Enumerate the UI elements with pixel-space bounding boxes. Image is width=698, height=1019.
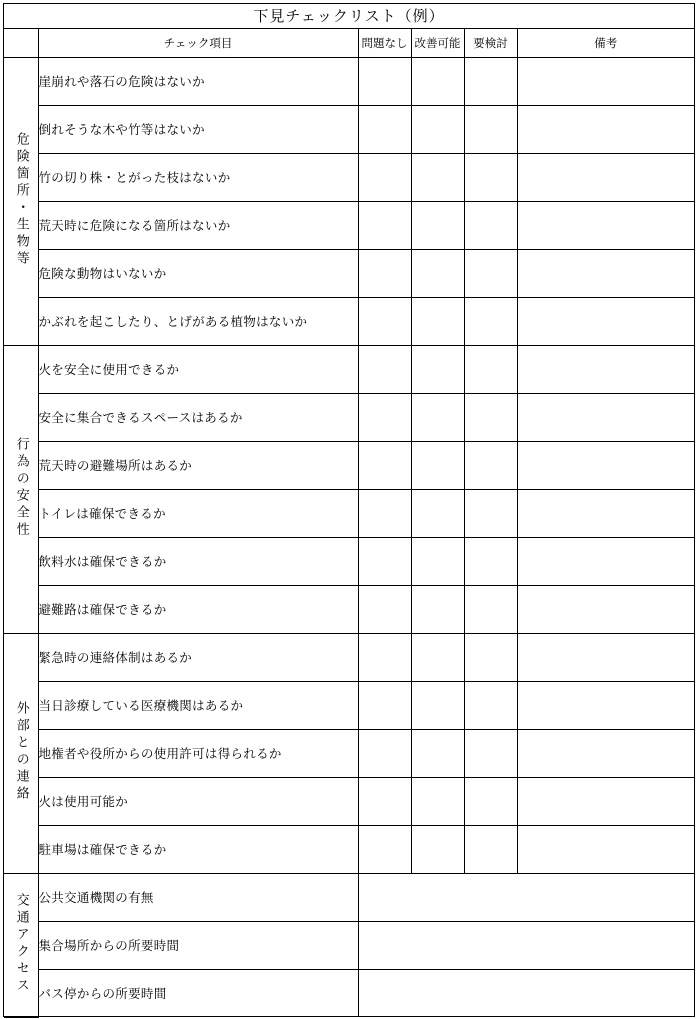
checklist-row [4, 921, 694, 969]
checklist-row [4, 681, 694, 729]
checklist-row [4, 729, 694, 777]
no-problem-cell[interactable] [358, 201, 411, 249]
improvable-cell[interactable] [411, 297, 464, 345]
improvable-cell[interactable] [411, 345, 464, 393]
needs-review-cell[interactable] [464, 105, 517, 153]
needs-review-cell[interactable] [464, 153, 517, 201]
needs-review-cell[interactable] [464, 729, 517, 777]
check-item: 公共交通機関の有無 [38, 873, 358, 921]
no-problem-cell[interactable] [358, 153, 411, 201]
remarks-cell[interactable] [517, 585, 694, 633]
remarks-cell[interactable] [517, 681, 694, 729]
checklist-body [4, 29, 694, 1017]
checklist-row [4, 633, 694, 681]
improvable-cell[interactable] [411, 729, 464, 777]
checklist-row [4, 873, 694, 921]
header-row [4, 29, 694, 57]
no-problem-cell[interactable] [358, 729, 411, 777]
remarks-cell[interactable] [517, 393, 694, 441]
no-problem-cell[interactable] [358, 585, 411, 633]
checklist-row [4, 777, 694, 825]
needs-review-cell[interactable] [464, 393, 517, 441]
improvable-cell[interactable] [411, 105, 464, 153]
checklist-row [4, 153, 694, 201]
category-cell [4, 57, 38, 345]
sheet-title: 下見チェックリスト（例） [4, 4, 694, 29]
checklist-row [4, 537, 694, 585]
improvable-cell[interactable] [411, 153, 464, 201]
category-cell [4, 633, 38, 873]
remarks-cell[interactable] [517, 489, 694, 537]
remarks-cell[interactable] [517, 201, 694, 249]
needs-review-cell[interactable] [464, 297, 517, 345]
no-problem-cell[interactable] [358, 393, 411, 441]
needs-review-cell[interactable] [464, 249, 517, 297]
improvable-cell[interactable] [411, 633, 464, 681]
no-problem-cell[interactable] [358, 825, 411, 873]
needs-review-cell[interactable] [464, 825, 517, 873]
improvable-cell[interactable] [411, 825, 464, 873]
remarks-cell[interactable] [517, 825, 694, 873]
access-notes-cell[interactable] [358, 921, 694, 969]
check-item: 避難路は確保できるか [38, 585, 358, 633]
checklist-table [4, 29, 694, 1018]
remarks-cell[interactable] [517, 777, 694, 825]
needs-review-cell[interactable] [464, 633, 517, 681]
remarks-cell[interactable] [517, 57, 694, 105]
header-improvable: 改善可能 [411, 29, 464, 57]
improvable-cell[interactable] [411, 57, 464, 105]
checklist-row [4, 441, 694, 489]
no-problem-cell[interactable] [358, 441, 411, 489]
access-notes-cell[interactable] [358, 969, 694, 1017]
check-item: 火は使用可能か [38, 777, 358, 825]
checklist-row [4, 297, 694, 345]
remarks-cell[interactable] [517, 105, 694, 153]
remarks-cell[interactable] [517, 633, 694, 681]
check-item: 安全に集合できるスペースはあるか [38, 393, 358, 441]
remarks-cell[interactable] [517, 729, 694, 777]
no-problem-cell[interactable] [358, 489, 411, 537]
check-item: 地権者や役所からの使用許可は得られるか [38, 729, 358, 777]
check-item: 崖崩れや落石の危険はないか [38, 57, 358, 105]
needs-review-cell[interactable] [464, 489, 517, 537]
improvable-cell[interactable] [411, 441, 464, 489]
remarks-cell[interactable] [517, 297, 694, 345]
check-item: 集合場所からの所要時間 [38, 921, 358, 969]
checklist-row [4, 249, 694, 297]
checklist-row [4, 105, 694, 153]
remarks-cell[interactable] [517, 537, 694, 585]
improvable-cell[interactable] [411, 201, 464, 249]
needs-review-cell[interactable] [464, 537, 517, 585]
improvable-cell[interactable] [411, 681, 464, 729]
no-problem-cell[interactable] [358, 537, 411, 585]
header-no-problem: 問題なし [358, 29, 411, 57]
category-label: 危険箇所・生物等 [13, 131, 29, 268]
check-item: 当日診療している医療機関はあるか [38, 681, 358, 729]
header-needs-review: 要検討 [464, 29, 517, 57]
needs-review-cell[interactable] [464, 441, 517, 489]
remarks-cell[interactable] [517, 441, 694, 489]
check-item: 緊急時の連絡体制はあるか [38, 633, 358, 681]
checklist-row [4, 969, 694, 1017]
check-item: 火を安全に使用できるか [38, 345, 358, 393]
check-item: かぶれを起こしたり、とげがある植物はないか [38, 297, 358, 345]
category-label: 外部との連絡 [13, 700, 29, 803]
no-problem-cell[interactable] [358, 681, 411, 729]
header-check-item: チェック項目 [38, 29, 358, 57]
check-item: 飲料水は確保できるか [38, 537, 358, 585]
improvable-cell[interactable] [411, 249, 464, 297]
checklist-row [4, 489, 694, 537]
remarks-cell[interactable] [517, 249, 694, 297]
header-category [4, 29, 38, 57]
check-item: 荒天時の避難場所はあるか [38, 441, 358, 489]
category-label: 行為の安全性 [13, 436, 29, 539]
needs-review-cell[interactable] [464, 777, 517, 825]
category-cell [4, 345, 38, 633]
checklist-row [4, 57, 694, 105]
checklist-row [4, 345, 694, 393]
no-problem-cell[interactable] [358, 297, 411, 345]
access-notes-cell[interactable] [358, 873, 694, 921]
needs-review-cell[interactable] [464, 345, 517, 393]
needs-review-cell[interactable] [464, 585, 517, 633]
no-problem-cell[interactable] [358, 249, 411, 297]
improvable-cell[interactable] [411, 585, 464, 633]
no-problem-cell[interactable] [358, 345, 411, 393]
no-problem-cell[interactable] [358, 777, 411, 825]
check-item: 荒天時に危険になる箇所はないか [38, 201, 358, 249]
needs-review-cell[interactable] [464, 681, 517, 729]
check-item: トイレは確保できるか [38, 489, 358, 537]
check-item: 竹の切り株・とがった枝はないか [38, 153, 358, 201]
header-remarks: 備考 [517, 29, 694, 57]
checklist-row [4, 585, 694, 633]
improvable-cell[interactable] [411, 489, 464, 537]
check-item: 危険な動物はいないか [38, 249, 358, 297]
category-label: 交通アクセス [13, 892, 29, 995]
needs-review-cell[interactable] [464, 57, 517, 105]
check-item: 倒れそうな木や竹等はないか [38, 105, 358, 153]
checklist-row [4, 825, 694, 873]
checklist-row [4, 201, 694, 249]
improvable-cell[interactable] [411, 537, 464, 585]
improvable-cell[interactable] [411, 393, 464, 441]
check-item: バス停からの所要時間 [38, 969, 358, 1017]
remarks-cell[interactable] [517, 345, 694, 393]
improvable-cell[interactable] [411, 777, 464, 825]
no-problem-cell[interactable] [358, 105, 411, 153]
category-cell [4, 873, 38, 1017]
checklist-row [4, 393, 694, 441]
remarks-cell[interactable] [517, 153, 694, 201]
no-problem-cell[interactable] [358, 633, 411, 681]
needs-review-cell[interactable] [464, 201, 517, 249]
no-problem-cell[interactable] [358, 57, 411, 105]
checklist-sheet [3, 3, 695, 1017]
check-item: 駐車場は確保できるか [38, 825, 358, 873]
